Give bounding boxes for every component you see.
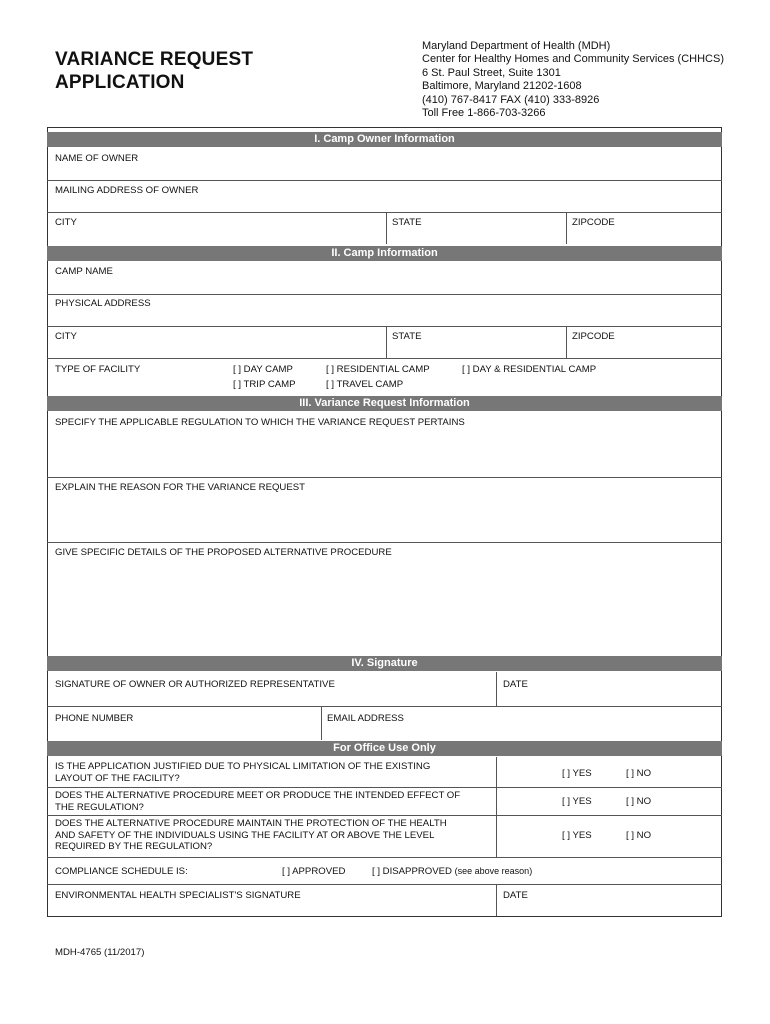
- divider: [386, 212, 387, 244]
- office-question-2-line: DOES THE ALTERNATIVE PROCEDURE MEET OR PRODUCE THE INTENDED EFFECT OF: [55, 790, 461, 801]
- camp-physical-address-field[interactable]: PHYSICAL ADDRESS: [55, 298, 151, 309]
- question-3-no-checkbox[interactable]: [ ] NO: [626, 830, 652, 841]
- office-question-3-line: REQUIRED BY THE REGULATION?: [55, 841, 213, 852]
- office-question-2: [55, 790, 460, 813]
- office-question-1-line: LAYOUT OF THE FACILITY?: [55, 772, 180, 784]
- signature-date-field[interactable]: DATE: [503, 679, 528, 690]
- camp-state-field[interactable]: STATE: [392, 331, 422, 342]
- divider: [47, 477, 722, 478]
- divider: [386, 326, 387, 358]
- trip-camp-checkbox[interactable]: [ ] TRIP CAMP: [233, 379, 296, 390]
- camp-name-field[interactable]: CAMP NAME: [55, 266, 113, 277]
- agency-phone-fax: (410) 767-8417 FAX (410) 333-8926: [422, 93, 600, 106]
- type-of-facility-label: TYPE OF FACILITY: [55, 364, 141, 375]
- question-3-yes-checkbox[interactable]: [ ] YES: [562, 830, 592, 841]
- camp-city-field[interactable]: CITY: [55, 331, 77, 342]
- section-1-header: I. Camp Owner Information: [47, 132, 722, 147]
- divider: [47, 884, 722, 885]
- divider: [47, 815, 722, 816]
- camp-zipcode-field[interactable]: ZIPCODE: [572, 331, 615, 342]
- agency-address-block: [422, 40, 724, 120]
- divider: [47, 212, 722, 213]
- divider: [47, 294, 722, 295]
- agency-toll-free: Toll Free 1-866-703-3266: [422, 107, 546, 120]
- variance-reason-field[interactable]: EXPLAIN THE REASON FOR THE VARIANCE REQUEST: [55, 482, 306, 493]
- divider: [496, 884, 497, 916]
- office-question-3: [55, 818, 447, 853]
- compliance-schedule-label: COMPLIANCE SCHEDULE IS:: [55, 866, 188, 877]
- divider: [47, 180, 722, 181]
- travel-camp-checkbox[interactable]: [ ] TRAVEL CAMP: [326, 379, 404, 390]
- form-title-line-1: VARIANCE REQUEST: [55, 49, 254, 70]
- disapproved-checkbox[interactable]: [372, 866, 532, 878]
- divider: [496, 757, 497, 857]
- owner-zipcode-field[interactable]: ZIPCODE: [572, 217, 615, 228]
- owner-name-field[interactable]: NAME OF OWNER: [55, 153, 139, 164]
- form-title: [55, 48, 253, 94]
- disapproved-note: (see above reason): [454, 866, 533, 876]
- agency-name: Maryland Department of Health (MDH): [422, 40, 611, 52]
- owner-city-field[interactable]: CITY: [55, 217, 77, 228]
- divider: [47, 706, 722, 707]
- owner-mailing-address-field[interactable]: MAILING ADDRESS OF OWNER: [55, 185, 199, 196]
- email-address-field[interactable]: EMAIL ADDRESS: [327, 713, 404, 724]
- office-question-2-line: THE REGULATION?: [55, 801, 144, 813]
- form-id: MDH-4765 (11/2017): [55, 947, 145, 958]
- divider: [566, 212, 567, 244]
- question-1-yes-checkbox[interactable]: [ ] YES: [562, 768, 592, 779]
- divider: [47, 787, 722, 788]
- office-use-header: For Office Use Only: [47, 741, 722, 756]
- office-question-1: [55, 761, 430, 784]
- question-2-yes-checkbox[interactable]: [ ] YES: [562, 796, 592, 807]
- phone-number-field[interactable]: PHONE NUMBER: [55, 713, 134, 724]
- question-1-no-checkbox[interactable]: [ ] NO: [626, 768, 652, 779]
- divider: [566, 326, 567, 358]
- specialist-date-field[interactable]: DATE: [503, 890, 528, 901]
- divider: [47, 326, 722, 327]
- agency-street: 6 St. Paul Street, Suite 1301: [422, 66, 561, 79]
- agency-center: Center for Healthy Homes and Community Services (CHHCS): [422, 53, 724, 66]
- divider: [496, 672, 497, 706]
- alternative-procedure-field[interactable]: GIVE SPECIFIC DETAILS OF THE PROPOSED ALTERNATIVE PROCEDURE: [55, 547, 392, 558]
- specialist-signature-field[interactable]: ENVIRONMENTAL HEALTH SPECIALIST'S SIGNATURE: [55, 890, 301, 901]
- divider: [47, 542, 722, 543]
- office-question-3-line: AND SAFETY OF THE INDIVIDUALS USING THE FACILITY AT OR ABOVE THE LEVEL: [55, 829, 435, 841]
- section-2-header: II. Camp Information: [47, 246, 722, 261]
- disapproved-label: [ ] DISAPPROVED: [372, 866, 452, 877]
- office-question-1-line: IS THE APPLICATION JUSTIFIED DUE TO PHYSICAL LIMITATION OF THE EXISTING: [55, 761, 431, 772]
- section-3-header: III. Variance Request Information: [47, 396, 722, 411]
- divider: [47, 857, 722, 858]
- day-residential-camp-checkbox[interactable]: [ ] DAY & RESIDENTIAL CAMP: [462, 364, 597, 375]
- section-4-header: IV. Signature: [47, 656, 722, 671]
- residential-camp-checkbox[interactable]: [ ] RESIDENTIAL CAMP: [326, 364, 430, 375]
- form-title-line-2: APPLICATION: [55, 72, 185, 93]
- owner-signature-field[interactable]: SIGNATURE OF OWNER OR AUTHORIZED REPRESENTATIVE: [55, 679, 335, 690]
- applicable-regulation-field[interactable]: SPECIFY THE APPLICABLE REGULATION TO WHICH THE VARIANCE REQUEST PERTAINS: [55, 417, 465, 428]
- day-camp-checkbox[interactable]: [ ] DAY CAMP: [233, 364, 293, 375]
- office-question-3-line: DOES THE ALTERNATIVE PROCEDURE MAINTAIN THE PROTECTION OF THE HEALTH: [55, 818, 447, 829]
- approved-checkbox[interactable]: [ ] APPROVED: [282, 866, 346, 877]
- divider: [47, 358, 722, 359]
- divider: [321, 706, 322, 740]
- owner-state-field[interactable]: STATE: [392, 217, 422, 228]
- agency-city: Baltimore, Maryland 21202-1608: [422, 80, 582, 93]
- question-2-no-checkbox[interactable]: [ ] NO: [626, 796, 652, 807]
